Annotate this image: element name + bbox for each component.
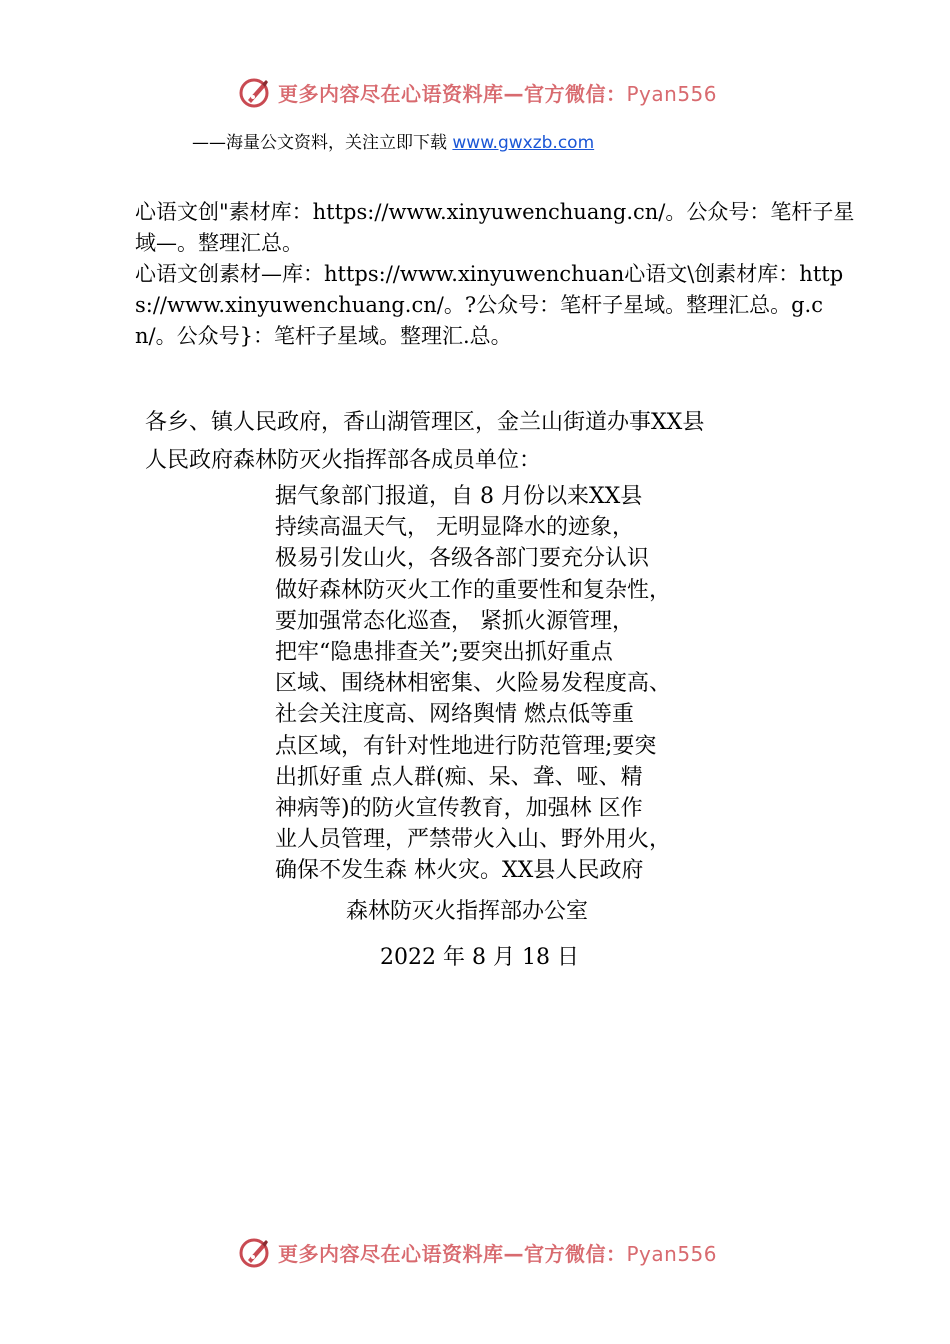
- body-line: 据气象部门报道，自 8 月份以来XX县: [275, 484, 643, 509]
- body-line: 业人员管理，严禁带火入山、野外用火，: [275, 827, 672, 853]
- pen-nib-logo-icon: [236, 74, 272, 110]
- body-line: 出抓好重 点人群(痴、呆、聋、哑、精: [275, 764, 643, 790]
- body-line: 区域、围绕林相密集、火险易发程度高、: [275, 671, 672, 697]
- source-paragraph: 心语文创素材—库：https://www.xinyuwenchuan心语文\创素材库：https://www.xinyuwenchuang.cn/。?公众号：笔杆子星域。整理汇总。g.cn/。公众号}：笔杆子星域。整理汇.总。: [135, 262, 844, 348]
- body-line: 做好森林防灭火工作的重要性和复杂性，: [275, 577, 672, 603]
- notice-addressee: [145, 404, 825, 480]
- body-line: 社会关注度高、网络舆情 燃点低等重: [275, 702, 634, 728]
- issue-date: 2022 年 8 月 18 日: [380, 945, 579, 970]
- body-line: 神病等)的防火宣传教育，加强林 区作: [275, 795, 643, 821]
- body-line: 把牢“隐患排查关”;要突出抓好重点: [275, 639, 613, 665]
- gwxzb-link[interactable]: www.gwxzb.com: [452, 133, 595, 153]
- header-watermark-banner: [236, 72, 717, 112]
- pen-nib-logo-icon: [236, 1234, 272, 1270]
- wechat-id: Pyan556: [626, 1241, 718, 1266]
- subline-text: ——海量公文资料，关注立即下载: [192, 133, 453, 153]
- wechat-id: Pyan556: [626, 81, 718, 106]
- body-line: 确保不发生森 林火灾。XX县人民政府: [275, 858, 644, 884]
- body-line: 要加强常态化巡查， 紧抓火源管理，: [275, 608, 634, 634]
- addressee-line: 各乡、镇人民政府，香山湖管理区，金兰山街道办事XX县: [145, 410, 705, 435]
- issuing-office: 森林防灭火指挥部办公室: [346, 899, 589, 924]
- source-watermark-block: [135, 197, 855, 352]
- download-subline: [192, 128, 594, 153]
- footer-watermark-banner: [236, 1232, 717, 1272]
- body-line: 点区域，有针对性地进行防范管理;要突: [275, 733, 657, 759]
- banner-text: 更多内容尽在心语资料库—官方微信：Pyan556: [278, 1241, 718, 1266]
- banner-text: 更多内容尽在心语资料库—官方微信：Pyan556: [278, 81, 718, 106]
- body-line: 持续高温天气， 无明显降水的迹象，: [275, 515, 634, 541]
- body-line: 极易引发山火，各级各部门要充分认识: [275, 546, 650, 572]
- addressee-line: 人民政府森林防灭火指挥部各成员单位：: [145, 448, 542, 473]
- source-paragraph: 心语文创"素材库：https://www.xinyuwenchuang.cn/。公众号：笔杆子星域—。整理汇总。: [135, 200, 855, 255]
- notice-body: [275, 481, 745, 886]
